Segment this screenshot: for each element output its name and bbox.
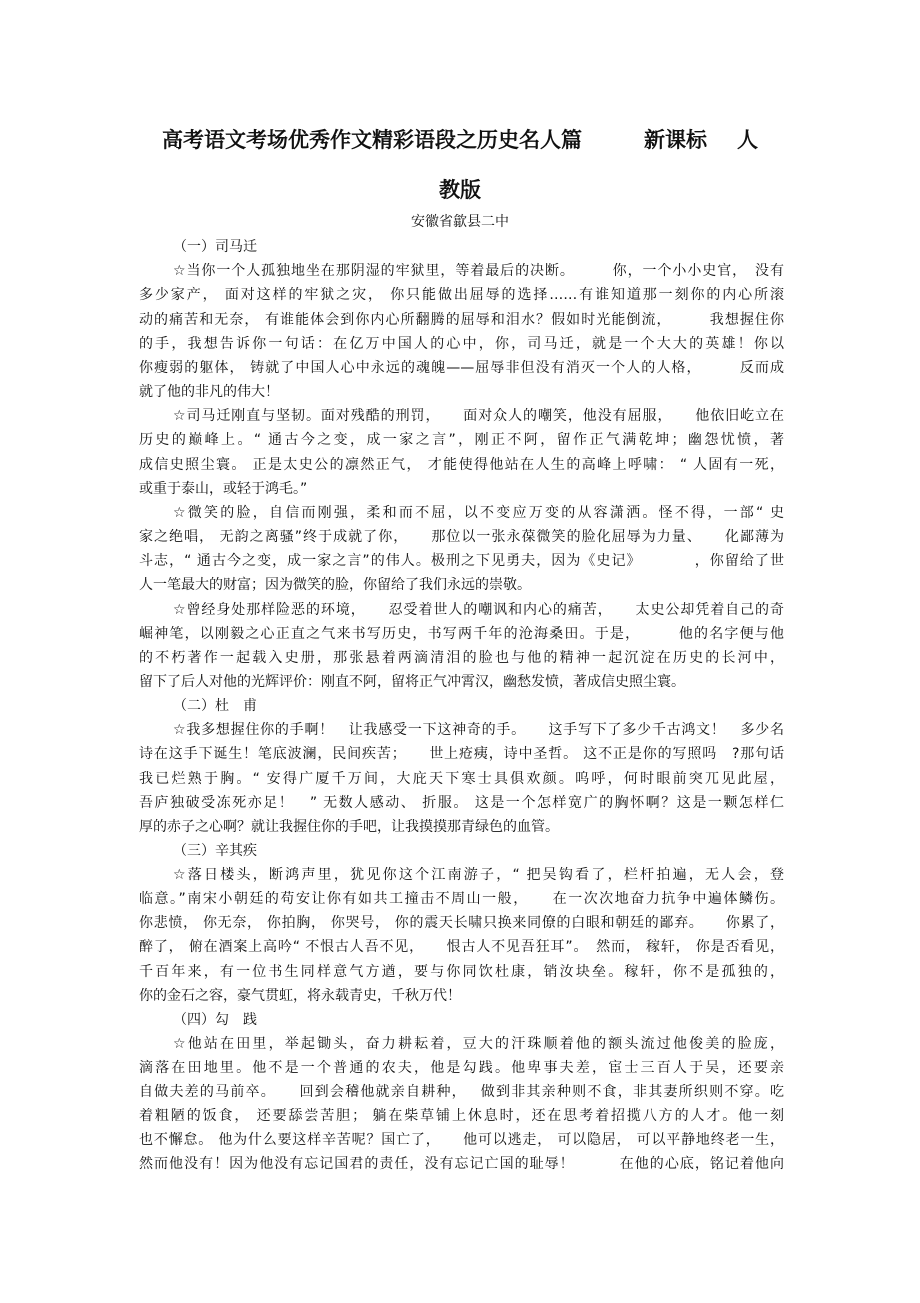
paragraph-line: 醉了， 俯在酒案上高吟“ 不恨古人吾不见， 恨古人不见吾狂耳”。 然而， 稼轩， 你是否看见， [139,939,784,955]
paragraph-first-line: ☆司马迁刚直与坚韧。面对残酷的刑罚， 面对众人的嘲笑，他没有屈服， 他依旧屹立在 [173,408,784,424]
paragraph-line: 的手，我想告诉你一句话：在亿万中国人的心中，你，司马迁，就是一个大大的英雄！你以 [139,336,784,352]
document-author: 安徽省歙县二中 [411,214,509,230]
paragraph-line: 着粗陋的饭食， 还要舔尝苦胆； 躺在柴草铺上休息时，还在思考着招揽八方的人才。他一刻 [139,1108,784,1124]
paragraph-line: 千百年来，有一位书生同样意气方遒，要与你同饮杜康，销汝块垒。稼轩，你不是孤独的， [139,964,784,980]
paragraph-line: 自做夫差的马前卒。 回到会稽他就亲自耕种， 做到非其亲种则不食，非其妻所织则不穿。吃 [139,1084,784,1100]
paragraph-last-line: 厚的赤子之心啊？就让我握住你的手吧，让我摸摸那青绿色的血管。 [139,819,559,835]
paragraph-line: 崛神笔，以刚毅之心正直之气来书写历史，书写两千年的沧海桑田。于是， 他的名字便与他 [139,626,784,642]
paragraph-line: 滴落在田地里。他不是一个普通的农夫，他是勾践。他卑事夫差，宦士三百人于吴，还要亲 [139,1060,784,1076]
paragraph-line: 多少家产， 面对这样的牢狱之灾， 你只能做出屈辱的选择……有谁知道那一刻你的内心所滚 [139,287,784,303]
section-heading: （四）勾 践 [173,1012,257,1028]
paragraph-line: 你悲愤， 你无奈， 你拍胸， 你哭号， 你的震天长啸只换来同僚的白眼和朝廷的鄙弃。 你累了， [139,915,784,931]
paragraph-first-line: ☆当你一个人孤独地坐在那阴湿的牢狱里，等着最后的决断。 你，一个小小史官， 没有 [173,263,784,279]
paragraph-line: 我已烂熟于胸。“ 安得广厦千万间，大庇天下寒士具俱欢颜。呜呼，何时眼前突兀见此屋， [139,771,784,787]
paragraph-last-line: 你的金石之容，豪气贯虹，将永载青史，千秋万代！ [139,988,461,1004]
paragraph-first-line: ☆他站在田里，举起锄头，奋力耕耘着，豆大的汗珠顺着他的额头流过他俊美的脸庞， [173,1036,784,1052]
paragraph-line: 斗志，“ 通古今之变，成一家之言”的伟人。极刑之下见勇夫，因为《史记》 ，你留给了世 [139,553,784,569]
document-title [0,124,920,154]
title-curriculum: 新课标 [644,128,707,152]
document-title-continued: 教版 [439,178,481,202]
paragraph-line: 的不朽著作一起载入史册，那张悬着两滴清泪的脸也与他的精神一起沉淀在历史的长河中， [139,650,784,666]
paragraph-last-line: 就了他的非凡的伟大！ [139,384,279,400]
paragraph-line: 临意。”南宋小朝廷的苟安让你有如共工撞击不周山一般， 在一次次地奋力抗争中遍体鳞伤。 [139,891,784,907]
paragraph-line: 历史的巅峰上。“ 通古今之变，成一家之言”，刚正不阿，留作正气满乾坤；幽怨忧愤，著 [139,432,784,448]
paragraph-first-line: ☆曾经身处那样险恶的环境， 忍受着世人的嘲讽和内心的痛苦， 太史公却凭着自己的奇 [173,602,784,618]
paragraph-line: 家之绝唱， 无韵之离骚”终于成就了你， 那位以一张永葆微笑的脸化屈辱为力量、 化鄙薄为 [139,529,784,545]
paragraph-line: 成信史照尘寰。 正是太史公的凛然正气， 才能使得他站在人生的高峰上呼啸： “ 人固有一死， [139,457,784,473]
section-heading: （三）辛其疾 [173,843,257,859]
paragraph-first-line: ☆落日楼头，断鸿声里，犹见你这个江南游子，“ 把吴钩看了，栏杆拍遍，无人会，登 [173,867,784,883]
paragraph-line: 诗在这手下诞生！笔底波澜，民间疾苦； 世上疮痍，诗中圣哲。 这不正是你的写照吗 ?那句话 [139,746,784,762]
paragraph-first-line: ☆我多想握住你的手啊！ 让我感受一下这神奇的手。 这手写下了多少千古鸿文！ 多少名 [173,722,784,738]
paragraph-line: 也不懈怠。 他为什么要这样辛苦呢？国亡了， 他可以逃走， 可以隐居， 可以平静地终老一生， [139,1132,784,1148]
section-heading: （二）杜 甫 [173,698,257,714]
paragraph-line: 吾庐独破受冻死亦足！ ” 无数人感动、 折服。 这是一个怎样宽广的胸怀啊？这是一颗怎样仁 [139,795,784,811]
paragraph-line: 动的痛苦和无奈， 有谁能体会到你内心所翻腾的屈辱和泪水？假如时光能倒流， 我想握住你 [139,312,784,328]
paragraph-line: 然而他没有！因为他没有忘记国君的责任，没有忘记亡国的耻辱！ 在他的心底，铭记着他向 [139,1156,784,1172]
paragraph-last-line: 留下了后人对他的光辉评价：刚直不阿，留将正气冲霄汉，幽愁发愤，著成信史照尘寰。 [139,674,685,690]
paragraph-last-line: 或重于泰山，或轻于鸿毛。” [139,481,308,497]
paragraph-first-line: ☆微笑的脸，自信而刚强，柔和而不屈，以不变应万变的从容潇洒。怪不得，一部“ 史 [173,505,784,521]
paragraph-last-line: 人一笔最大的财富；因为微笑的脸，你留给了我们永远的崇敬。 [139,577,531,593]
title-main: 高考语文考场优秀作文精彩语段之历史名人篇 [162,128,582,152]
title-publisher-start: 人 [737,128,758,152]
section-heading: （一）司马迁 [173,239,257,255]
paragraph-line: 你瘦弱的躯体， 铸就了中国人心中永远的魂魄——屈辱非但没有消灭一个人的人格， 反而成 [139,360,784,376]
